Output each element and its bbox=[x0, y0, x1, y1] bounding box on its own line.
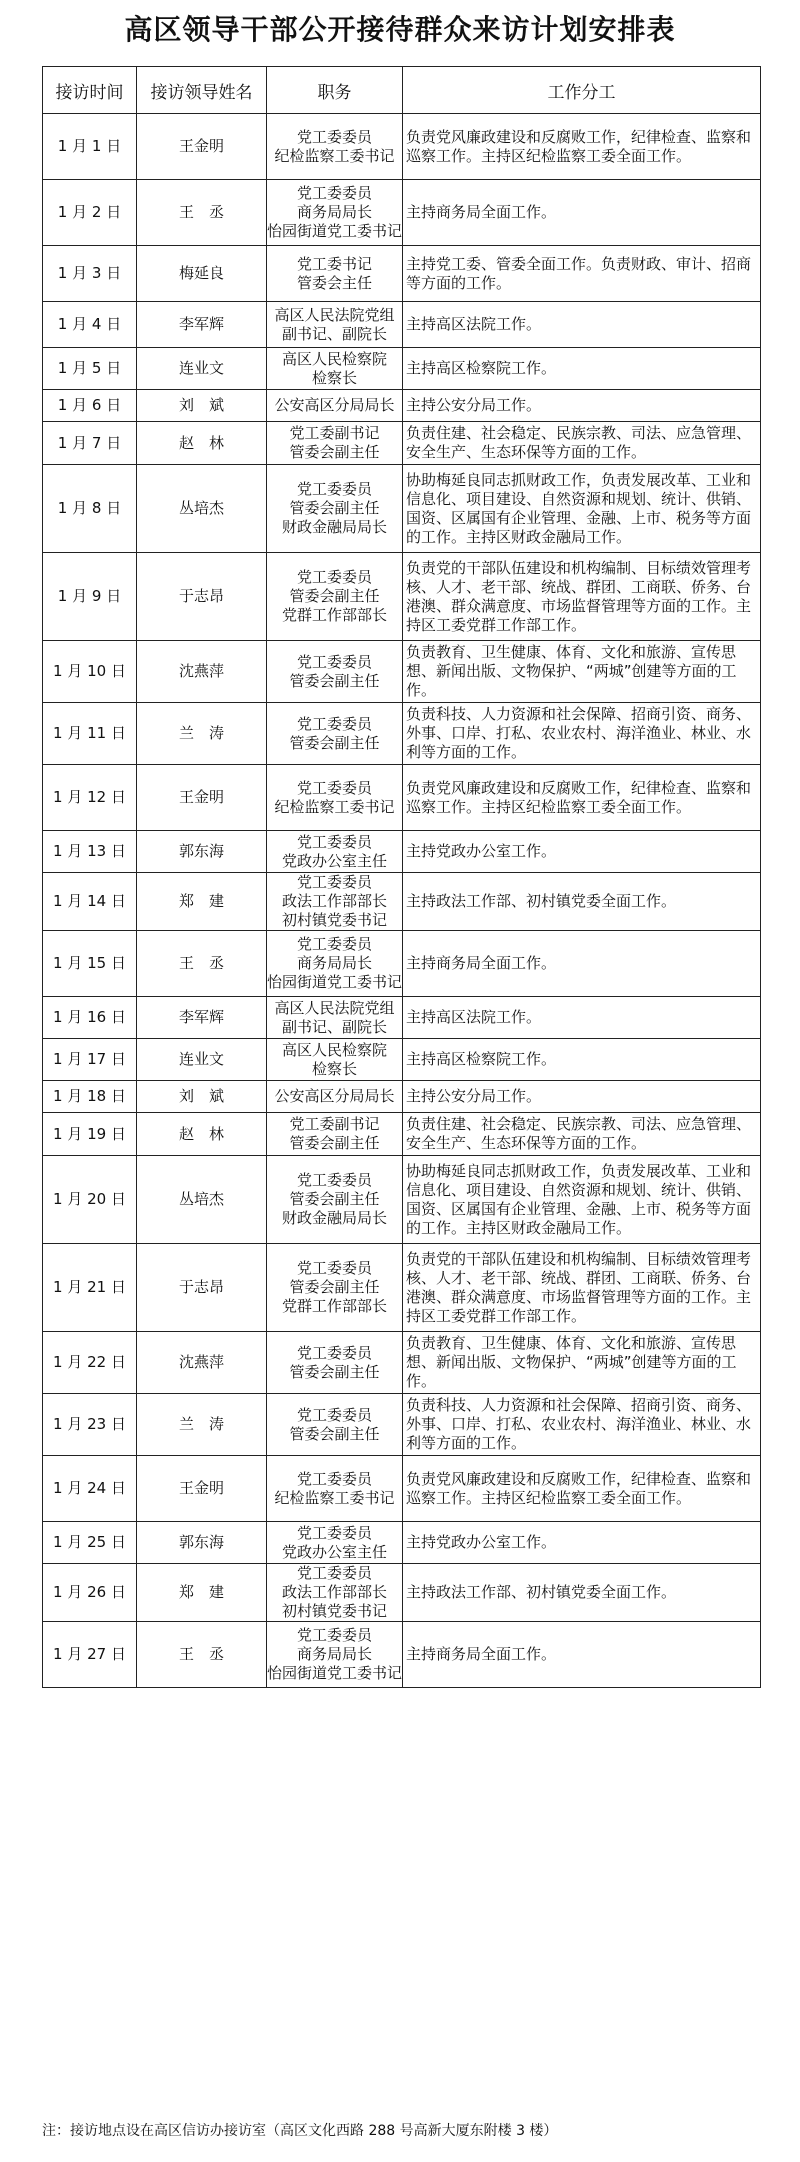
cell-duties: 主持高区检察院工作。 bbox=[403, 1039, 761, 1081]
cell-leader: 李军辉 bbox=[137, 302, 267, 348]
position-line: 党群工作部部长 bbox=[281, 1297, 387, 1315]
cell-position bbox=[267, 1244, 403, 1332]
cell-position bbox=[267, 703, 403, 765]
cell-leader: 丛培杰 bbox=[137, 1156, 267, 1244]
cell-date: 1 月 17 日 bbox=[43, 1039, 137, 1081]
cell-duties: 负责党风廉政建设和反腐败工作，纪律检查、监察和巡察工作。主持区纪检监察工委全面工作。 bbox=[403, 765, 761, 831]
table-row bbox=[43, 465, 761, 553]
header-position: 职务 bbox=[267, 67, 403, 114]
table-row bbox=[43, 997, 761, 1039]
cell-date: 1 月 3 日 bbox=[43, 246, 137, 302]
position-line: 公安高区分局局长 bbox=[274, 396, 395, 414]
table-row bbox=[43, 641, 761, 703]
cell-position bbox=[267, 1564, 403, 1622]
table-row bbox=[43, 1244, 761, 1332]
table-row bbox=[43, 114, 761, 180]
cell-leader: 郭东海 bbox=[137, 831, 267, 873]
cell-duties: 协助梅延良同志抓财政工作，负责发展改革、工业和信息化、项目建设、自然资源和规划、统计、供销、国资、区属国有企业管理、金融、上市、税务等方面的工作。主持区财政金融局工作。 bbox=[403, 1156, 761, 1244]
cell-leader: 王金明 bbox=[137, 765, 267, 831]
position-line: 纪检监察工委书记 bbox=[274, 146, 395, 165]
table-row bbox=[43, 390, 761, 422]
cell-date: 1 月 6 日 bbox=[43, 390, 137, 422]
cell-date: 1 月 15 日 bbox=[43, 931, 137, 997]
cell-position bbox=[267, 1456, 403, 1522]
position-line: 党工委委员 bbox=[296, 480, 372, 498]
position-line: 党群工作部部长 bbox=[281, 606, 387, 624]
cell-date: 1 月 21 日 bbox=[43, 1244, 137, 1332]
cell-duties: 主持公安分局工作。 bbox=[403, 1081, 761, 1113]
cell-duties: 负责教育、卫生健康、体育、文化和旅游、宣传思想、新闻出版、文物保护、“两城”创建等方面的工作。 bbox=[403, 641, 761, 703]
cell-position bbox=[267, 1113, 403, 1156]
cell-date: 1 月 13 日 bbox=[43, 831, 137, 873]
table-row bbox=[43, 831, 761, 873]
cell-leader: 李军辉 bbox=[137, 997, 267, 1039]
position-line: 管委会副主任 bbox=[289, 587, 380, 605]
cell-date: 1 月 2 日 bbox=[43, 180, 137, 246]
cell-position bbox=[267, 997, 403, 1039]
header-leader: 接访领导姓名 bbox=[137, 67, 267, 114]
position-line: 党工委委员 bbox=[296, 127, 372, 146]
table-row bbox=[43, 1081, 761, 1113]
cell-date: 1 月 25 日 bbox=[43, 1522, 137, 1564]
position-line: 财政金融局局长 bbox=[281, 1209, 387, 1227]
cell-date: 1 月 1 日 bbox=[43, 114, 137, 180]
cell-position bbox=[267, 641, 403, 703]
cell-leader: 丛培杰 bbox=[137, 465, 267, 553]
position-line: 管委会副主任 bbox=[289, 671, 380, 690]
cell-duties: 主持商务局全面工作。 bbox=[403, 1622, 761, 1688]
cell-position bbox=[267, 1522, 403, 1564]
cell-duties: 主持高区法院工作。 bbox=[403, 302, 761, 348]
position-line: 纪检监察工委书记 bbox=[274, 1488, 395, 1507]
position-line: 管委会副主任 bbox=[289, 443, 380, 461]
position-line: 党工委委员 bbox=[296, 1523, 372, 1542]
position-line: 纪检监察工委书记 bbox=[274, 797, 395, 816]
cell-position bbox=[267, 348, 403, 390]
position-line: 商务局局长 bbox=[296, 203, 372, 221]
cell-position bbox=[267, 931, 403, 997]
position-line: 管委会副主任 bbox=[289, 733, 380, 752]
cell-duties: 主持党政办公室工作。 bbox=[403, 1522, 761, 1564]
table-row bbox=[43, 302, 761, 348]
cell-leader: 王 丞 bbox=[137, 1622, 267, 1688]
position-line: 党工委委员 bbox=[296, 1171, 372, 1189]
position-line: 党工委副书记 bbox=[289, 424, 380, 442]
position-line: 高区人民检察院 bbox=[281, 349, 387, 368]
table-row bbox=[43, 873, 761, 931]
position-line: 财政金融局局长 bbox=[281, 518, 387, 536]
position-line: 党政办公室主任 bbox=[281, 851, 387, 870]
position-line: 党工委委员 bbox=[296, 832, 372, 851]
position-line: 管委会副主任 bbox=[289, 1362, 380, 1381]
position-line: 怡园街道党工委书记 bbox=[267, 1664, 403, 1682]
cell-position bbox=[267, 114, 403, 180]
cell-leader: 郑 建 bbox=[137, 1564, 267, 1622]
header-row bbox=[43, 67, 761, 114]
cell-position bbox=[267, 1394, 403, 1456]
position-line: 党工委委员 bbox=[296, 1259, 372, 1277]
cell-duties: 负责党的干部队伍建设和机构编制、目标绩效管理考核、人才、老干部、统战、群团、工商联、侨务、台港澳、群众满意度、市场监督管理等方面的工作。主持区工委党群工作部工作。 bbox=[403, 553, 761, 641]
position-line: 党工委委员 bbox=[296, 652, 372, 671]
table-row bbox=[43, 765, 761, 831]
position-line: 检察长 bbox=[311, 368, 357, 387]
position-line: 党工委委员 bbox=[296, 778, 372, 797]
cell-duties: 主持政法工作部、初村镇党委全面工作。 bbox=[403, 873, 761, 931]
position-line: 党工委委员 bbox=[296, 1343, 372, 1362]
cell-leader: 王金明 bbox=[137, 114, 267, 180]
position-line: 副书记、副院长 bbox=[281, 1017, 387, 1036]
position-line: 党工委委员 bbox=[296, 714, 372, 733]
cell-position bbox=[267, 1081, 403, 1113]
table-row bbox=[43, 1522, 761, 1564]
cell-duties: 负责住建、社会稳定、民族宗教、司法、应急管理、安全生产、生态环保等方面的工作。 bbox=[403, 1113, 761, 1156]
cell-date: 1 月 18 日 bbox=[43, 1081, 137, 1113]
position-line: 党工委书记 bbox=[296, 254, 372, 273]
cell-leader: 赵 林 bbox=[137, 422, 267, 465]
cell-position bbox=[267, 465, 403, 553]
cell-date: 1 月 23 日 bbox=[43, 1394, 137, 1456]
position-line: 怡园街道党工委书记 bbox=[267, 222, 403, 240]
cell-date: 1 月 20 日 bbox=[43, 1156, 137, 1244]
position-line: 高区人民法院党组 bbox=[274, 998, 395, 1017]
cell-leader: 连业文 bbox=[137, 1039, 267, 1081]
cell-position bbox=[267, 765, 403, 831]
table-row bbox=[43, 1622, 761, 1688]
position-line: 管委会副主任 bbox=[289, 1190, 380, 1208]
cell-position bbox=[267, 246, 403, 302]
cell-duties: 负责科技、人力资源和社会保障、招商引资、商务、外事、口岸、打私、农业农村、海洋渔业、林业、水利等方面的工作。 bbox=[403, 1394, 761, 1456]
table-row bbox=[43, 1564, 761, 1622]
cell-leader: 王 丞 bbox=[137, 931, 267, 997]
position-line: 怡园街道党工委书记 bbox=[267, 973, 403, 991]
table-row bbox=[43, 1394, 761, 1456]
table-row bbox=[43, 1332, 761, 1394]
table-row bbox=[43, 422, 761, 465]
position-line: 管委会主任 bbox=[296, 273, 372, 292]
cell-duties: 负责党的干部队伍建设和机构编制、目标绩效管理考核、人才、老干部、统战、群团、工商联、侨务、台港澳、群众满意度、市场监督管理等方面的工作。主持区工委党群工作部工作。 bbox=[403, 1244, 761, 1332]
cell-duties: 主持政法工作部、初村镇党委全面工作。 bbox=[403, 1564, 761, 1622]
header-duties: 工作分工 bbox=[403, 67, 761, 114]
position-line: 高区人民检察院 bbox=[281, 1040, 387, 1059]
cell-leader: 刘 斌 bbox=[137, 1081, 267, 1113]
cell-position bbox=[267, 553, 403, 641]
cell-date: 1 月 19 日 bbox=[43, 1113, 137, 1156]
cell-leader: 连业文 bbox=[137, 348, 267, 390]
position-line: 党工委副书记 bbox=[289, 1115, 380, 1133]
cell-duties: 协助梅延良同志抓财政工作，负责发展改革、工业和信息化、项目建设、自然资源和规划、统计、供销、国资、区属国有企业管理、金融、上市、税务等方面的工作。主持区财政金融局工作。 bbox=[403, 465, 761, 553]
cell-leader: 王金明 bbox=[137, 1456, 267, 1522]
table-row bbox=[43, 348, 761, 390]
cell-position bbox=[267, 873, 403, 931]
cell-date: 1 月 12 日 bbox=[43, 765, 137, 831]
position-line: 党工委委员 bbox=[296, 1405, 372, 1424]
position-line: 初村镇党委书记 bbox=[281, 1602, 387, 1620]
position-line: 初村镇党委书记 bbox=[281, 911, 387, 929]
schedule-body bbox=[43, 114, 761, 1688]
cell-leader: 沈燕萍 bbox=[137, 641, 267, 703]
cell-duties: 主持商务局全面工作。 bbox=[403, 180, 761, 246]
cell-position bbox=[267, 1622, 403, 1688]
cell-position bbox=[267, 180, 403, 246]
cell-leader: 王 丞 bbox=[137, 180, 267, 246]
cell-duties: 负责住建、社会稳定、民族宗教、司法、应急管理、安全生产、生态环保等方面的工作。 bbox=[403, 422, 761, 465]
cell-duties: 负责党风廉政建设和反腐败工作，纪律检查、监察和巡察工作。主持区纪检监察工委全面工作。 bbox=[403, 1456, 761, 1522]
page-title: 高区领导干部公开接待群众来访计划安排表 bbox=[124, 13, 676, 46]
position-line: 公安高区分局局长 bbox=[274, 1087, 395, 1105]
cell-leader: 郭东海 bbox=[137, 1522, 267, 1564]
schedule-table bbox=[42, 66, 761, 1688]
cell-duties: 主持高区检察院工作。 bbox=[403, 348, 761, 390]
cell-duties: 负责党风廉政建设和反腐败工作，纪律检查、监察和巡察工作。主持区纪检监察工委全面工作。 bbox=[403, 114, 761, 180]
cell-leader: 于志昂 bbox=[137, 1244, 267, 1332]
position-line: 党工委委员 bbox=[296, 568, 372, 586]
position-line: 党工委委员 bbox=[296, 1469, 372, 1488]
cell-position bbox=[267, 831, 403, 873]
position-line: 商务局局长 bbox=[296, 1645, 372, 1663]
table-row bbox=[43, 246, 761, 302]
table-row bbox=[43, 1113, 761, 1156]
table-row bbox=[43, 703, 761, 765]
cell-date: 1 月 16 日 bbox=[43, 997, 137, 1039]
cell-position bbox=[267, 302, 403, 348]
position-line: 管委会副主任 bbox=[289, 1134, 380, 1152]
position-line: 管委会副主任 bbox=[289, 1278, 380, 1296]
position-line: 副书记、副院长 bbox=[281, 324, 387, 343]
cell-leader: 郑 建 bbox=[137, 873, 267, 931]
position-line: 商务局局长 bbox=[296, 954, 372, 972]
cell-date: 1 月 4 日 bbox=[43, 302, 137, 348]
cell-position bbox=[267, 1156, 403, 1244]
footnote: 注：接访地点设在高区信访办接访室（高区文化西路 288 号高新大厦东附楼 3 楼） bbox=[42, 2123, 558, 2139]
cell-date: 1 月 10 日 bbox=[43, 641, 137, 703]
cell-date: 1 月 5 日 bbox=[43, 348, 137, 390]
cell-date: 1 月 9 日 bbox=[43, 553, 137, 641]
cell-position bbox=[267, 1332, 403, 1394]
cell-duties: 主持商务局全面工作。 bbox=[403, 931, 761, 997]
table-row bbox=[43, 180, 761, 246]
position-line: 党工委委员 bbox=[296, 1626, 372, 1644]
cell-leader: 刘 斌 bbox=[137, 390, 267, 422]
cell-position bbox=[267, 390, 403, 422]
position-line: 党政办公室主任 bbox=[281, 1542, 387, 1561]
position-line: 党工委委员 bbox=[296, 184, 372, 202]
position-line: 高区人民法院党组 bbox=[274, 305, 395, 324]
cell-position bbox=[267, 1039, 403, 1081]
position-line: 政法工作部部长 bbox=[281, 1583, 387, 1601]
position-line: 管委会副主任 bbox=[289, 1424, 380, 1443]
cell-duties: 主持公安分局工作。 bbox=[403, 390, 761, 422]
position-line: 检察长 bbox=[311, 1059, 357, 1078]
cell-leader: 梅延良 bbox=[137, 246, 267, 302]
table-row bbox=[43, 1456, 761, 1522]
cell-date: 1 月 27 日 bbox=[43, 1622, 137, 1688]
cell-duties: 主持党政办公室工作。 bbox=[403, 831, 761, 873]
table-row bbox=[43, 1156, 761, 1244]
position-line: 党工委委员 bbox=[296, 935, 372, 953]
header-date: 接访时间 bbox=[43, 67, 137, 114]
table-row bbox=[43, 1039, 761, 1081]
table-row bbox=[43, 553, 761, 641]
cell-date: 1 月 8 日 bbox=[43, 465, 137, 553]
cell-position bbox=[267, 422, 403, 465]
cell-duties: 负责科技、人力资源和社会保障、招商引资、商务、外事、口岸、打私、农业农村、海洋渔业、林业、水利等方面的工作。 bbox=[403, 703, 761, 765]
cell-duties: 负责教育、卫生健康、体育、文化和旅游、宣传思想、新闻出版、文物保护、“两城”创建等方面的工作。 bbox=[403, 1332, 761, 1394]
cell-duties: 主持党工委、管委全面工作。负责财政、审计、招商等方面的工作。 bbox=[403, 246, 761, 302]
cell-leader: 赵 林 bbox=[137, 1113, 267, 1156]
cell-date: 1 月 26 日 bbox=[43, 1564, 137, 1622]
cell-date: 1 月 11 日 bbox=[43, 703, 137, 765]
cell-leader: 于志昂 bbox=[137, 553, 267, 641]
position-line: 党工委委员 bbox=[296, 1564, 372, 1582]
cell-duties: 主持高区法院工作。 bbox=[403, 997, 761, 1039]
cell-date: 1 月 24 日 bbox=[43, 1456, 137, 1522]
position-line: 管委会副主任 bbox=[289, 499, 380, 517]
cell-leader: 兰 涛 bbox=[137, 1394, 267, 1456]
cell-date: 1 月 14 日 bbox=[43, 873, 137, 931]
position-line: 党工委委员 bbox=[296, 873, 372, 891]
cell-date: 1 月 7 日 bbox=[43, 422, 137, 465]
cell-leader: 兰 涛 bbox=[137, 703, 267, 765]
table-row bbox=[43, 931, 761, 997]
cell-date: 1 月 22 日 bbox=[43, 1332, 137, 1394]
position-line: 政法工作部部长 bbox=[281, 892, 387, 910]
cell-leader: 沈燕萍 bbox=[137, 1332, 267, 1394]
